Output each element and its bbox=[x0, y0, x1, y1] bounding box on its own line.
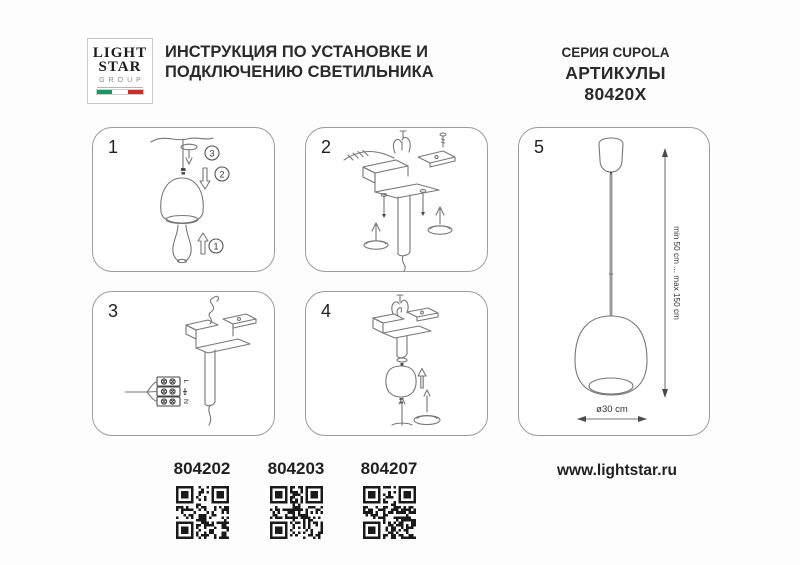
svg-text:1: 1 bbox=[213, 241, 219, 252]
wall-anchor-left bbox=[364, 223, 388, 249]
arrow-down-step bbox=[200, 168, 210, 189]
logo-word-star: STAR bbox=[98, 58, 142, 75]
flag-red bbox=[128, 90, 143, 94]
website-url: www.lightstar.ru bbox=[557, 462, 677, 479]
articles-label: АРТИКУЛЫ 80420X bbox=[565, 63, 666, 104]
series-label: СЕРИЯ CUPOLA bbox=[561, 45, 670, 60]
lamp-shade bbox=[386, 366, 416, 404]
step-panel-5 bbox=[518, 127, 710, 436]
terminal-wires bbox=[125, 382, 157, 402]
flag-white bbox=[112, 90, 127, 94]
svg-text:3: 3 bbox=[209, 148, 215, 159]
article-804207 bbox=[353, 459, 425, 544]
step3-drawing bbox=[93, 292, 276, 437]
lamp-shade bbox=[575, 316, 647, 395]
suspension-tube bbox=[205, 350, 215, 425]
step-panel-3 bbox=[92, 291, 275, 436]
article-804203 bbox=[260, 459, 332, 544]
arrow-up-small bbox=[418, 369, 426, 389]
logo-word-light: LIGHT bbox=[92, 45, 148, 61]
callout-3 bbox=[205, 146, 219, 160]
article-code: 804202 bbox=[173, 459, 231, 478]
ceiling-line bbox=[151, 138, 213, 142]
qr-code bbox=[363, 486, 416, 539]
qr-code bbox=[270, 486, 323, 539]
ceiling-hook bbox=[393, 131, 410, 153]
step-number-2: 2 bbox=[321, 137, 332, 157]
mounting-bracket bbox=[373, 308, 438, 338]
terminal-label-n bbox=[182, 399, 189, 404]
svg-text:L: L bbox=[182, 379, 189, 384]
lightstar-logo bbox=[87, 38, 153, 104]
flag-green bbox=[97, 90, 112, 94]
fixing-screw-left bbox=[381, 194, 387, 218]
step-panel-1 bbox=[92, 127, 275, 272]
svg-text:2: 2 bbox=[219, 169, 225, 180]
article-804202 bbox=[166, 459, 238, 544]
page-title-line1: ИНСТРУКЦИЯ ПО УСТАНОВКЕ И bbox=[165, 43, 429, 61]
height-dimension bbox=[662, 148, 681, 398]
suspension-tube bbox=[397, 336, 407, 366]
mounting-bracket bbox=[363, 151, 455, 198]
terminal-label-l bbox=[182, 380, 189, 384]
wall-anchor-right bbox=[428, 207, 452, 234]
series-block bbox=[538, 45, 693, 105]
step2-drawing bbox=[306, 128, 489, 273]
logo-word-group: GROUP bbox=[99, 77, 145, 84]
step-number-4: 4 bbox=[321, 301, 332, 321]
step-number-3: 3 bbox=[108, 301, 119, 321]
arrow-up-step bbox=[198, 233, 208, 254]
page-title-line2: ПОДКЛЮЧЕНИЮ СВЕТИЛЬНИКА bbox=[165, 63, 434, 81]
step-panel-4 bbox=[305, 291, 488, 436]
ceiling-hook bbox=[392, 295, 408, 316]
logo-rule bbox=[97, 87, 143, 88]
suspension-tube bbox=[398, 195, 410, 271]
step-number-1: 1 bbox=[108, 137, 119, 157]
canopy-disc bbox=[414, 390, 440, 425]
step5-drawing bbox=[519, 128, 711, 437]
step1-drawing bbox=[93, 128, 276, 273]
bracket-screw-top bbox=[440, 133, 446, 147]
suspension-cord bbox=[609, 174, 612, 316]
svg-text:ø30 cm: ø30 cm bbox=[596, 404, 628, 415]
mounting-bracket bbox=[186, 314, 256, 353]
ceiling-cup bbox=[599, 138, 623, 174]
step-panel-2 bbox=[305, 127, 488, 272]
step-number-5: 5 bbox=[534, 137, 545, 157]
lamp-shade bbox=[161, 178, 204, 224]
article-code: 804203 bbox=[267, 459, 325, 478]
terminal-label-earth bbox=[184, 389, 187, 395]
page-title bbox=[165, 42, 465, 82]
svg-text:N: N bbox=[182, 399, 189, 404]
step4-drawing bbox=[306, 292, 489, 437]
article-code: 804207 bbox=[360, 459, 418, 478]
terminal-block bbox=[157, 377, 180, 406]
diameter-dimension bbox=[577, 404, 647, 422]
callout-1 bbox=[209, 239, 223, 253]
svg-text:min 50 cm ... max 150 cm: min 50 cm ... max 150 cm bbox=[672, 226, 681, 320]
ceiling-wire bbox=[209, 296, 219, 324]
mains-wire bbox=[344, 151, 394, 161]
callout-2 bbox=[215, 167, 229, 181]
glass-diffuser bbox=[173, 225, 191, 263]
italian-flag-stripe bbox=[96, 89, 144, 95]
qr-code bbox=[176, 486, 229, 539]
